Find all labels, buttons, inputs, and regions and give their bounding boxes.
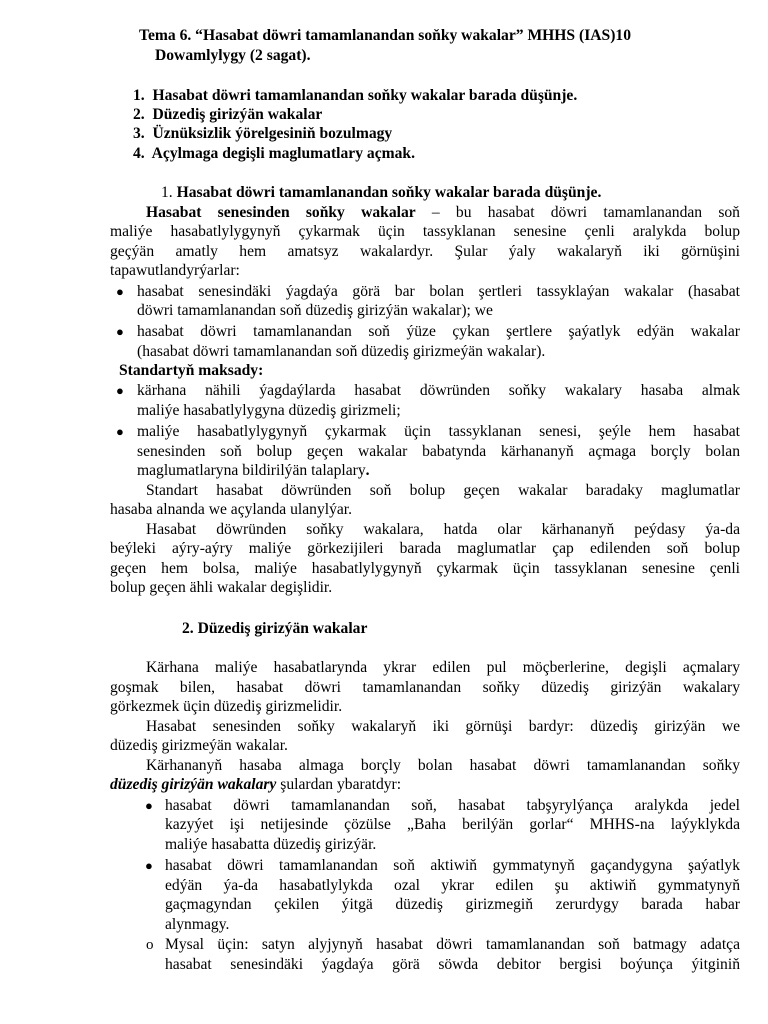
section1-bullet2-line2: (hasabat döwri tamamlanandan soň düzediş girizmeýän wakalar). xyxy=(137,343,546,360)
section2-bullet1-line2: kazyýet işi netijesinde çözülse „Baha berilýän gorlar“ MHHS-na laýyklykda xyxy=(165,816,740,833)
section2-bullet2-line2: edýän ýa-da hasabatlylykda ozal ykrar edilen şu aktiwiň gymmatynyň xyxy=(165,877,740,894)
section1-paragraph3-line4: bolup geçen ähli wakalar degişlidir. xyxy=(110,579,333,596)
bullet-icon: ● xyxy=(145,798,153,813)
section2-paragraph2-line2: düzediş girizmeýän wakalar. xyxy=(110,737,288,754)
section1-paragraph3-line1: Hasabat döwründen soňky wakalara, hatda olar kärhananyň peýdasy ýa-da xyxy=(146,521,740,538)
section1-heading: 1. Hasabat döwri tamamlanandan soňky wakalar barada düşünje. xyxy=(161,184,602,201)
section2-paragraph1-line2: goşmak bilen, hasabat döwri tamamlanandan soňky düzediş girizýän wakalary xyxy=(110,679,740,696)
section1-bullet4-line1: maliýe hasabatlylygynyň çykarmak üçin tassyklanan senesi, şeýle hem hasabat xyxy=(137,423,740,440)
document-title: Tema 6. “Hasabat döwri tamamlanandan soňky wakalar” MHHS (IAS)10 xyxy=(139,27,631,44)
section2-paragraph3-line1: Kärhananyň hasaba almaga borçly bolan hasabat döwri tamamlanandan soňky xyxy=(146,757,740,774)
bullet-icon: ● xyxy=(116,284,124,299)
bullet-icon: ● xyxy=(116,324,124,339)
section2-bullet2-line3: gaçmagyndan çekilen ýitgä düzediş girizmegiň zerurdygy barada habar xyxy=(165,896,740,913)
toc-item-4: 4. Açylmaga degişli maglumatlary açmak. xyxy=(133,145,415,162)
bullet-icon: ● xyxy=(116,424,124,439)
section2-paragraph3-line2: düzediş girizýän wakalary şulardan ybaratdyr: xyxy=(110,776,402,793)
toc-item-3: 3. Üznüksizlik ýörelgesiniň bozulmagy xyxy=(133,125,393,142)
section1-bullet3-line1: kärhana nähili ýagdaýlarda hasabat döwründen soňky wakalary hasaba almak xyxy=(137,382,740,399)
section1-bullet1-line1: hasabat senesindäki ýagdaýa görä bar bolan şertleri tassyklaýan wakalar (hasabat xyxy=(137,283,740,300)
section1-bullet2-line1: hasabat döwri tamamlanandan soň ýüze çykan şertlere şaýatlyk edýän wakalar xyxy=(137,323,740,340)
section1-paragraph2-line2: hasaba alnanda we açylanda ulanylýar. xyxy=(110,501,353,518)
section2-example-line2: hasabat senesindäki ýagdaýa görä söwda debitor bergisi boýunça ýitginiň xyxy=(165,956,740,973)
section2-paragraph1-line1: Kärhana maliýe hasabatlarynda ykrar edilen pul möçberlerine, degişli açmalary xyxy=(146,659,740,676)
section1-bullet1-line2: döwri tamamlanandan soň düzediş girizýän wakalar); we xyxy=(137,302,493,319)
bullet-icon: ● xyxy=(145,858,153,873)
section2-paragraph1-line3: görkezmek üçin düzediş girizmelidir. xyxy=(110,698,343,715)
section1-paragraph3-line3: geçen hem bolsa, maliýe hasabatlylygynyň çykarmak üçin tassyklanan senesine çenli xyxy=(110,560,740,577)
section2-bullet2-line4: alynmagy. xyxy=(165,916,230,933)
section1-paragraph1-line3: geçýän amatly hem amatsyz wakalardyr. Şular ýaly wakalaryň iki görnüşini xyxy=(110,243,740,260)
circle-bullet-icon: o xyxy=(146,937,154,953)
section1-bullet4-line3: maglumatlaryna bildirilýän talaplary. xyxy=(137,462,370,479)
section1-paragraph1-line4: tapawutlandyrýarlar: xyxy=(110,262,240,279)
document-subtitle: Dowamlylygy (2 sagat). xyxy=(155,47,311,64)
section1-paragraph3-line2: beýleki aýry-aýry maliýe görkezijileri barada maglumatlar çap edilenden soň bolup xyxy=(110,540,740,557)
toc-item-2: 2. Düzediş girizýän wakalar xyxy=(133,106,323,123)
section1-bullet3-line2: maliýe hasabatlylygyna düzediş girizmeli; xyxy=(137,402,401,419)
section2-bullet2-line1: hasabat döwri tamamlanandan soň aktiwiň gymmatynyň gaçandygyna şaýatlyk xyxy=(165,857,740,874)
toc-item-1: 1. Hasabat döwri tamamlanandan soňky wakalar barada düşünje. xyxy=(133,87,578,104)
section2-heading: 2. Düzediş girizýän wakalar xyxy=(182,620,368,637)
bullet-icon: ● xyxy=(116,383,124,398)
section1-bullet4-line2: senesinden soň bolup geçen wakalar babatynda kärhananyň açmaga borçly bolan xyxy=(137,443,740,460)
section1-paragraph1-line1: Hasabat senesinden soňky wakalar – bu hasabat döwri tamamlanandan soň xyxy=(146,204,740,221)
section1-paragraph2-line1: Standart hasabat döwründen soň bolup geçen wakalar baradaky maglumatlar xyxy=(146,482,740,499)
section2-paragraph2-line1: Hasabat senesinden soňky wakalaryň iki görnüşi bardyr: düzediş girizýän we xyxy=(146,718,740,735)
section2-bullet1-line1: hasabat döwri tamamlanandan soň, hasabat tabşyrylýança aralykda jedel xyxy=(165,797,740,814)
section2-bullet1-line3: maliýe hasabatta düzediş girizýär. xyxy=(165,836,377,853)
purpose-heading: Standartyň maksady: xyxy=(119,362,264,379)
section1-paragraph1-line2: maliýe hasabatlylygynyň çykarmak üçin tassyklanan senesine çenli aralykda bolup xyxy=(110,223,740,240)
section2-example-line1: Mysal üçin: satyn alyjynyň hasabat döwri tamamlanandan soň batmagy adatça xyxy=(165,936,740,953)
